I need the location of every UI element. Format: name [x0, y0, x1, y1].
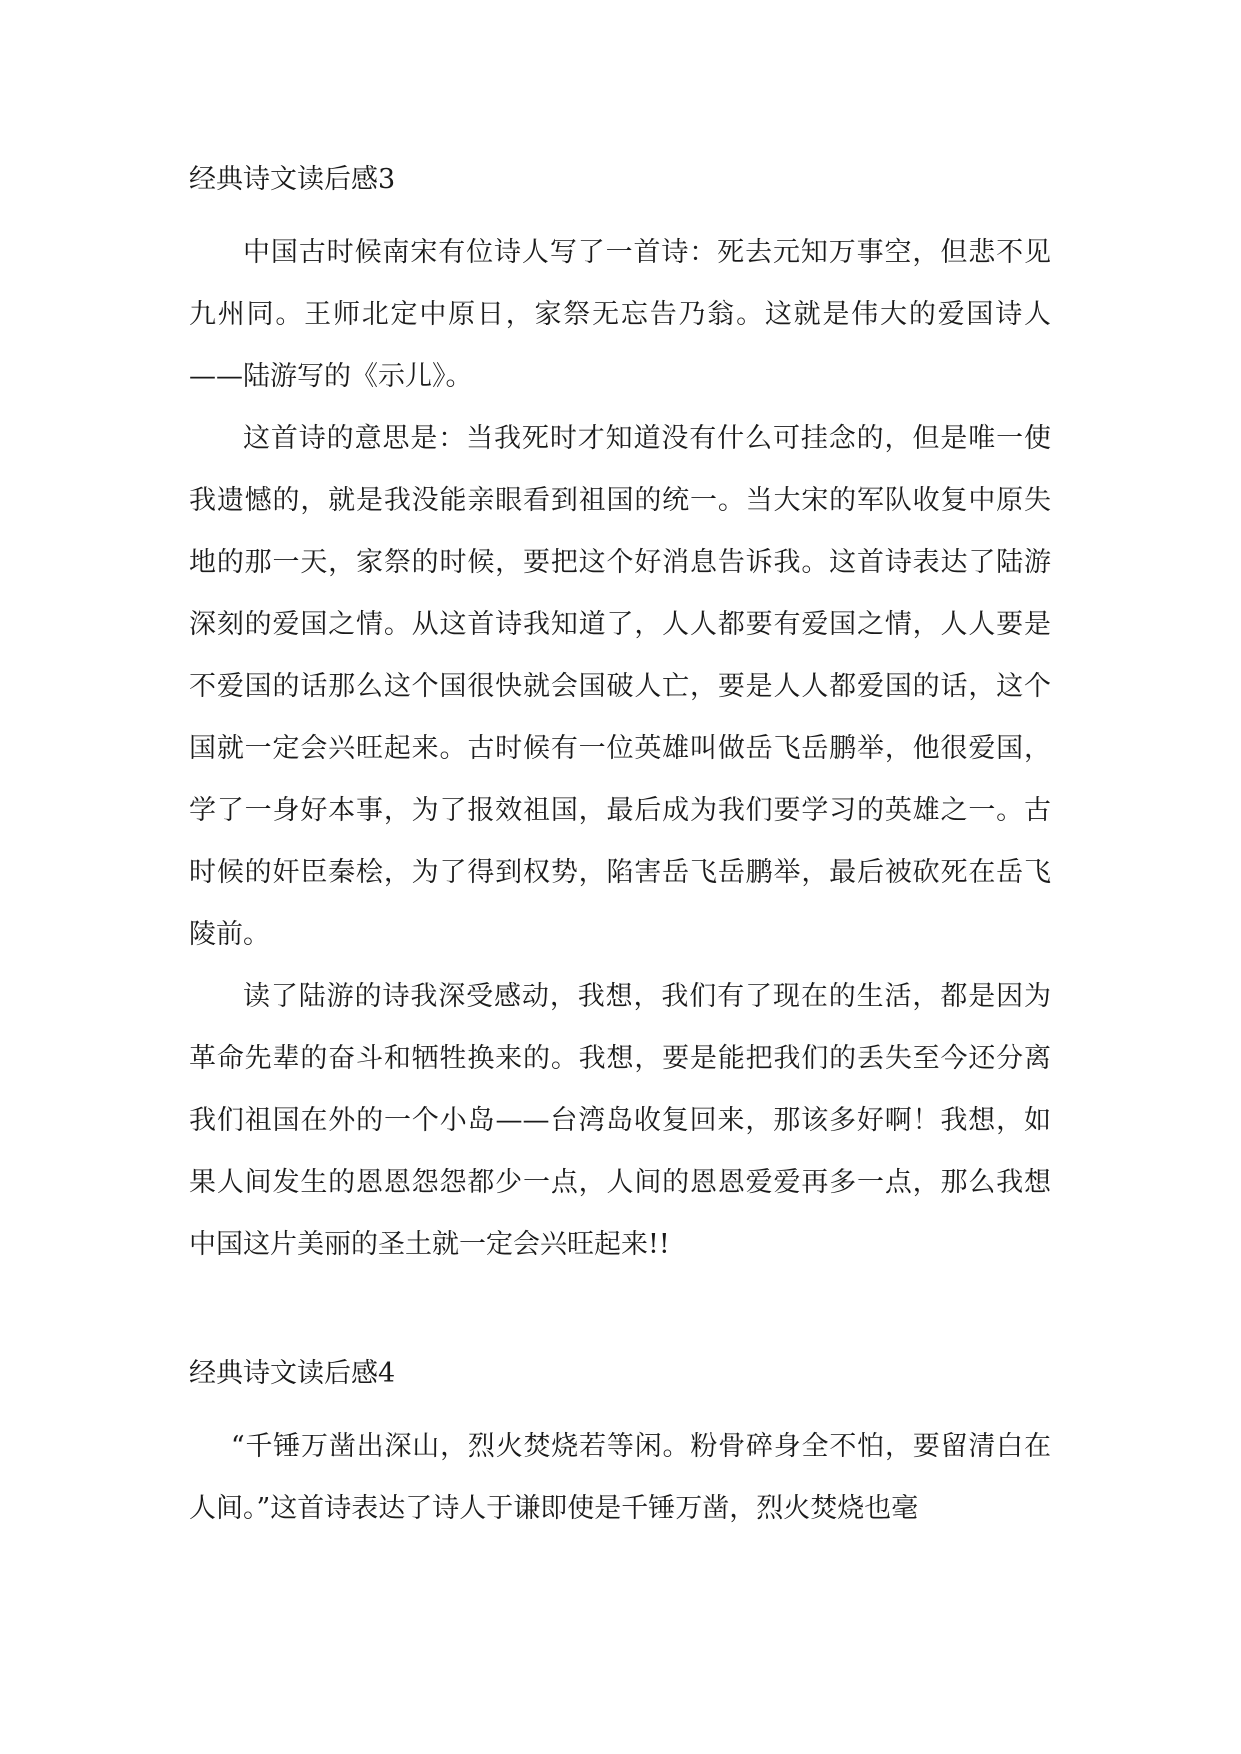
section-title: 经典诗文读后感4	[189, 1358, 396, 1389]
paragraph: “千锤万凿出深山，烈火焚烧若等闲。粉骨碎身全不怕，要留清白在人间。”这首诗表达了诗人于谦即使是千锤万凿，烈火焚烧也毫	[189, 1431, 1051, 1524]
document-body	[189, 160, 1051, 1540]
section-title: 经典诗文读后感3	[189, 164, 396, 195]
essay-section-4	[189, 1354, 1051, 1540]
essay-section-3	[189, 160, 1051, 1276]
paragraph: 中国古时候南宋有位诗人写了一首诗：死去元知万事空，但悲不见九州同。王师北定中原日，家祭无忘告乃翁。这就是伟大的爱国诗人——陆游写的《示儿》。	[189, 237, 1051, 392]
paragraph: 读了陆游的诗我深受感动，我想，我们有了现在的生活，都是因为革命先辈的奋斗和牺牲换来的。我想，要是能把我们的丢失至今还分离我们祖国在外的一个小岛——台湾岛收复回来，那该多好啊！我想，如果人间发生的恩恩怨怨都少一点，人间的恩恩爱爱再多一点，那么我想中国这片美丽的圣土就一定会兴旺起来!!	[189, 981, 1051, 1260]
paragraph: 这首诗的意思是：当我死时才知道没有什么可挂念的，但是唯一使我遗憾的，就是我没能亲眼看到祖国的统一。当大宋的军队收复中原失地的那一天，家祭的时候，要把这个好消息告诉我。这首诗表达了陆游深刻的爱国之情。从这首诗我知道了，人人都要有爱国之情，人人要是不爱国的话那么这个国很快就会国破人亡，要是人人都爱国的话，这个国就一定会兴旺起来。古时候有一位英雄叫做岳飞岳鹏举，他很爱国，学了一身好本事，为了报效祖国，最后成为我们要学习的英雄之一。古时候的奸臣秦桧，为了得到权势，陷害岳飞岳鹏举，最后被砍死在岳飞陵前。	[189, 423, 1051, 950]
